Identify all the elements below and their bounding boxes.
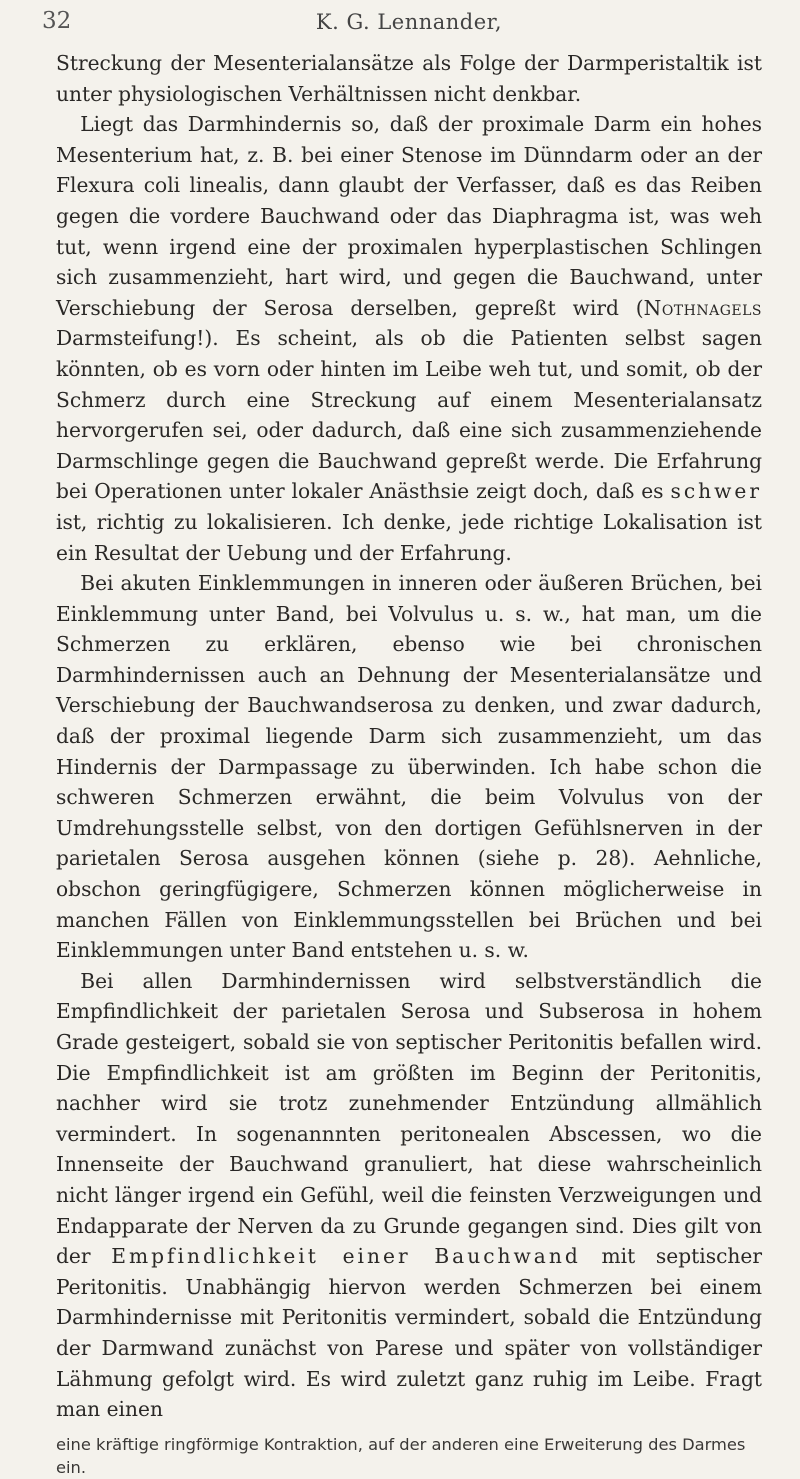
- paragraph: Liegt das Darmhindernis so, daß der proximale Darm ein hohes Mesenterium hat, z. B. bei einer Stenose im Dünndarm oder an der Flexura coli linealis, dann glaubt der Verfasser, daß es das Reiben gegen die vordere Bauchwand oder das Diaphragma ist, was weh tut, wenn irgend eine der proximalen hyperplastischen Schlingen sich zusammenzieht, hart wird, und gegen die Bauchwand, unter Verschiebung der Serosa derselben, gepreßt wird (Nothnagels Darmsteifung!). Es scheint, als ob die Patienten selbst sagen könnten, ob es vorn oder hinten im Leibe weh tut, und somit, ob der Schmerz durch eine Streckung auf einem Mesenterialansatz hervorgerufen sei, oder dadurch, daß eine sich zusammenziehende Darmschlinge gegen die Bauchwand gepreßt werde. Die Erfahrung bei Operationen unter lokaler Anästhsie zeigt doch, daß es schwer ist, richtig zu lokalisieren. Ich denke, jede richtige Lokalisation ist ein Resultat der Uebung und der Erfahrung.: [56, 112, 762, 565]
- emphasis: schwer: [670, 479, 762, 504]
- paragraph: Streckung der Mesenterialansätze als Folge der Darmperistaltik ist unter physiologischen Verhältnissen nicht denkbar.: [56, 51, 762, 106]
- page-number: 32: [42, 8, 72, 34]
- running-head: K. G. Lennander,: [315, 10, 503, 34]
- footnote: eine kräftige ringförmige Kontraktion, auf der anderen eine Erweiterung des Darmes ein.: [56, 1434, 746, 1477]
- emphasis: Empfindlichkeit einer Bauchwand: [111, 1244, 581, 1269]
- author-name: Nothnagels: [643, 295, 762, 320]
- paragraph: Bei allen Darmhindernissen wird selbstverständlich die Empfindlichkeit der parietalen Serosa und Subserosa in hohem Grade gesteigert, sobald sie von septischer Peritonitis befallen wird. Die Empfindlichkeit ist am größten im Beginn der Peritonitis, nachher wird sie trotz zunehmender Entzündung allmählich vermindert. In sogenannnten peritonealen Abscessen, wo die Innenseite der Bauchwand granuliert, hat diese wahrscheinlich nicht länger irgend ein Gefühl, weil die feinsten Verzweigungen und Endapparate der Nerven da zu Grunde gegangen sind. Dies gilt von der Empfindlichkeit einer Bauchwand mit septischer Peritonitis. Unabhängig hiervon werden Schmerzen bei einem Darmhindernisse mit Peritonitis vermindert, sobald die Entzündung der Darmwand zunächst von Parese und später von vollständiger Lähmung gefolgt wird. Es wird zuletzt ganz ruhig im Leibe. Fragt man einen: [56, 968, 762, 1422]
- page-header: [42, 6, 762, 48]
- paragraph: Bei akuten Einklemmungen in inneren oder äußeren Brüchen, bei Einklemmung unter Band, bei Volvulus u. s. w., hat man, um die Schmerzen zu erklären, ebenso wie bei chronischen Darmhindernissen auch an Dehnung der Mesenterialansätze und Verschiebung der Bauchwandserosa zu denken, und zwar dadurch, daß der proximal liegende Darm sich zusammenzieht, um das Hindernis der Darmpassage zu überwinden. Ich habe schon die schweren Schmerzen erwähnt, die beim Volvulus von der Umdrehungsstelle selbst, von den dortigen Gefühlsnerven in der parietalen Serosa ausgehen können (siehe p. 28). Aehnliche, obschon geringfügigere, Schmerzen können möglicherweise in manchen Fällen von Einklemmungsstellen bei Brüchen und bei Einklemmungen unter Band entstehen u. s. w.: [56, 571, 762, 963]
- body-text: [56, 48, 762, 1425]
